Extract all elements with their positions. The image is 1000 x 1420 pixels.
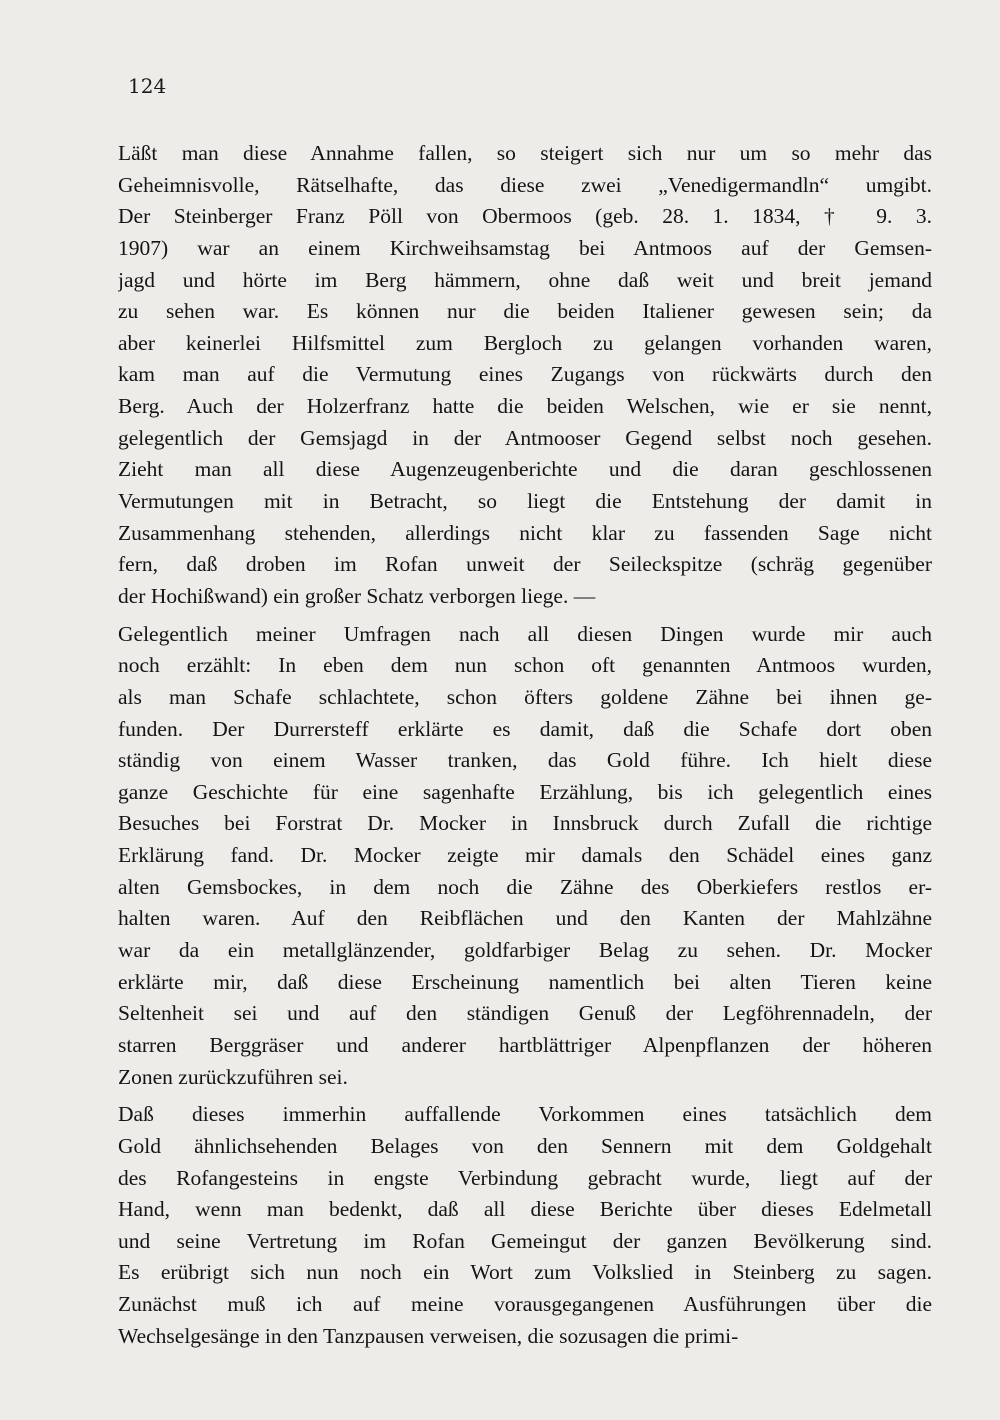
- text-line: zu sehen war. Es können nur die beiden Italiener gewesen sein; da: [118, 299, 932, 324]
- body-text: [118, 138, 932, 1352]
- text-line: und seine Vertretung im Rofan Gemeingut der ganzen Bevölkerung sind.: [118, 1228, 932, 1253]
- text-line: war da ein metallglänzender, goldfarbiger Belag zu sehen. Dr. Mocker: [118, 938, 932, 963]
- text-line: Besuches bei Forstrat Dr. Mocker in Innsbruck durch Zufall die richtige: [118, 811, 932, 836]
- text-line: Läßt man diese Annahme fallen, so steigert sich nur um so mehr das: [118, 141, 932, 165]
- paragraph: [118, 619, 932, 1094]
- text-line: als man Schafe schlachtete, schon öfters goldene Zähne bei ihnen ge-: [118, 684, 932, 709]
- text-line: Zusammenhang stehenden, allerdings nicht klar zu fassenden Sage nicht: [118, 520, 932, 545]
- text-line: funden. Der Durrersteff erklärte es damit, daß die Schafe dort oben: [118, 716, 932, 741]
- text-line: kam man auf die Vermutung eines Zugangs von rückwärts durch den: [118, 362, 932, 387]
- text-line: Zonen zurückzuführen sei.: [118, 1064, 348, 1089]
- text-line: alten Gemsbockes, in dem noch die Zähne des Oberkiefers restlos er-: [118, 874, 932, 899]
- paragraph: [118, 1099, 932, 1352]
- text-line: Seltenheit sei und auf den ständigen Genuß der Legföhrennadeln, der: [118, 1001, 932, 1026]
- text-line: 1907) war an einem Kirchweihsamstag bei Antmoos auf der Gemsen-: [118, 235, 932, 260]
- text-line: Geheimnisvolle, Rätselhafte, das diese zwei „Venedigermandln“ umgibt.: [118, 172, 932, 197]
- text-line: ganze Geschichte für eine sagenhafte Erzählung, bis ich gelegentlich eines: [118, 779, 932, 804]
- page-number: 124: [128, 74, 167, 98]
- text-line: Berg. Auch der Holzerfranz hatte die beiden Welschen, wie er sie nennt,: [118, 394, 932, 419]
- text-line: halten waren. Auf den Reibflächen und den Kanten der Mahlzähne: [118, 906, 932, 931]
- text-line: der Hochißwand) ein großer Schatz verborgen liege. —: [118, 583, 596, 608]
- text-line: Gold ähnlichsehenden Belages von den Sennern mit dem Goldgehalt: [118, 1133, 932, 1158]
- text-line: Der Steinberger Franz Pöll von Obermoos (geb. 28. 1. 1834, † 9. 3.: [118, 204, 932, 229]
- text-line: Erklärung fand. Dr. Mocker zeigte mir damals den Schädel eines ganz: [118, 843, 932, 868]
- text-line: Zieht man all diese Augenzeugenberichte und die daran geschlossenen: [118, 457, 932, 482]
- text-line: Vermutungen mit in Betracht, so liegt die Entstehung der damit in: [118, 489, 932, 514]
- text-line: gelegentlich der Gemsjagd in der Antmooser Gegend selbst noch gesehen.: [118, 425, 932, 450]
- text-line: Gelegentlich meiner Umfragen nach all diesen Dingen wurde mir auch: [118, 621, 932, 646]
- text-line: Zunächst muß ich auf meine vorausgegangenen Ausführungen über die: [118, 1292, 932, 1317]
- paragraph: [118, 138, 932, 613]
- text-line: starren Berggräser und anderer hartblättriger Alpenpflanzen der höheren: [118, 1032, 932, 1057]
- text-line: Hand, wenn man bedenkt, daß all diese Berichte über dieses Edelmetall: [118, 1197, 932, 1222]
- text-line: des Rofangesteins in engste Verbindung gebracht wurde, liegt auf der: [118, 1165, 932, 1190]
- text-line: ständig von einem Wasser tranken, das Gold führe. Ich hielt diese: [118, 748, 932, 773]
- text-line: noch erzählt: In eben dem nun schon oft genannten Antmoos wurden,: [118, 653, 932, 678]
- text-line: jagd und hörte im Berg hämmern, ohne daß weit und breit jemand: [118, 267, 932, 292]
- text-line: erklärte mir, daß diese Erscheinung namentlich bei alten Tieren keine: [118, 969, 932, 994]
- text-line: fern, daß droben im Rofan unweit der Seileckspitze (schräg gegenüber: [118, 552, 932, 577]
- text-line: aber keinerlei Hilfsmittel zum Bergloch zu gelangen vorhanden waren,: [118, 330, 932, 355]
- text-line: Wechselgesänge in den Tanzpausen verweisen, die sozusagen die primi-: [118, 1323, 739, 1348]
- text-line: Daß dieses immerhin auffallende Vorkommen eines tatsächlich dem: [118, 1102, 932, 1127]
- text-line: Es erübrigt sich nun noch ein Wort zum Volkslied in Steinberg zu sagen.: [118, 1260, 932, 1285]
